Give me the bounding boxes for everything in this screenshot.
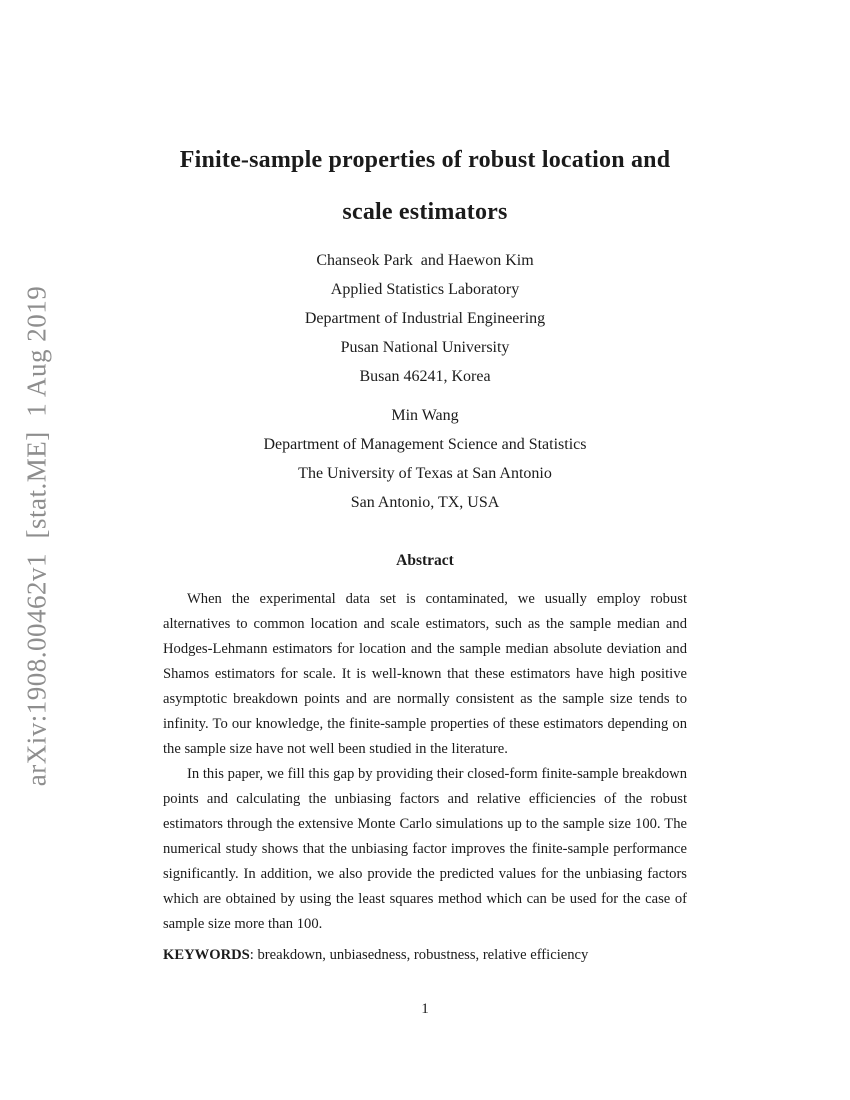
abstract-heading: Abstract: [396, 552, 454, 569]
arxiv-stamp: arXiv:1908.00462v1 [stat.ME] 1 Aug 2019: [21, 285, 52, 787]
keywords-text: : breakdown, unbiasedness, robustness, relative efficiency: [249, 947, 589, 963]
keywords-label: KEYWORDS: [163, 947, 250, 963]
abstract-paragraph-1: When the experimental data set is contaminated, we usually employ robust alternatives to common location and scale estimators, such as the sample median and Hodges-Lehmann estimators for location and the sample median absolute deviation and Shamos estimators for scale. It is well-known that these estimators have high positive asymptotic breakdown points and are normally consistent as the sample size tends to infinity. To our knowledge, the finite-sample properties of these estimators depending on the sample size have not well been studied in the literature.: [163, 591, 687, 757]
affiliation-line: Department of Management Science and Statistics: [263, 436, 587, 453]
affiliation-line: Busan 46241, Korea: [359, 368, 491, 385]
affiliation-line: Department of Industrial Engineering: [304, 310, 546, 327]
abstract-body: [163, 587, 687, 937]
author-names: Min Wang: [391, 407, 459, 424]
paper-title-line-1: Finite-sample properties of robust location and: [179, 147, 671, 173]
author-block-park-kim: [0, 246, 850, 391]
abstract-paragraph-2: In this paper, we fill this gap by providing their closed-form finite-sample breakdown points and calculating the unbiasing factors and relative efficiencies of the robust estimators through the extensive Monte Carlo simulations up to the sample size 100. The numerical study shows that the unbiasing factor improves the finite-sample performance significantly. In addition, we also provide the predicted values for the unbiasing factors which are obtained by using the least squares method which can be used for the case of sample size more than 100.: [163, 766, 687, 932]
paper-title: [0, 0, 850, 238]
page-number: 1: [421, 1001, 429, 1017]
abstract-section: [163, 552, 687, 968]
affiliation-line: Pusan National University: [340, 339, 510, 356]
affiliation-line: The University of Texas at San Antonio: [298, 465, 552, 482]
affiliation-line: San Antonio, TX, USA: [350, 494, 500, 511]
paper-title-line-2: scale estimators: [342, 199, 508, 225]
keywords-line: [163, 943, 687, 968]
affiliation-line: Applied Statistics Laboratory: [330, 281, 520, 298]
author-names: Chanseok Park and Haewon Kim: [316, 252, 534, 269]
author-block-wang: [0, 401, 850, 517]
